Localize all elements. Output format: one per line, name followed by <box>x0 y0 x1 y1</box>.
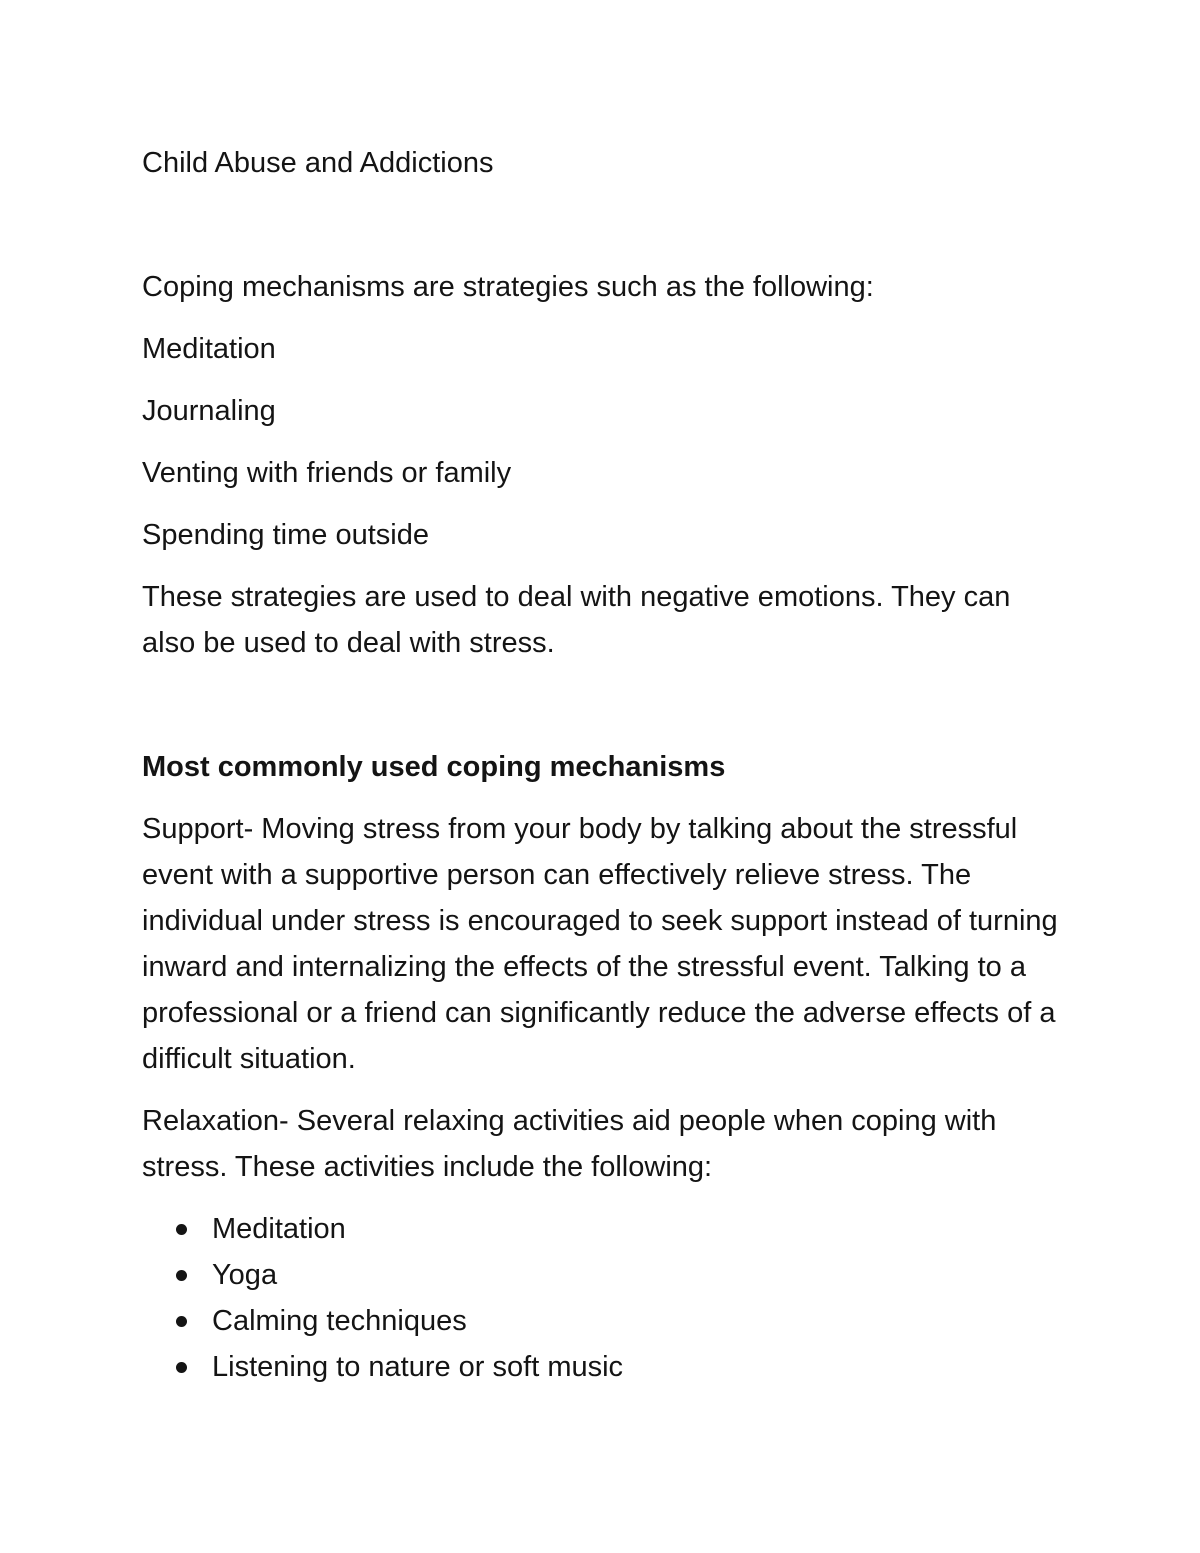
intro-paragraph: Coping mechanisms are strategies such as the following: <box>142 271 874 303</box>
bullet-icon <box>176 1316 187 1327</box>
bullet-icon <box>176 1224 187 1235</box>
strategy-item: Meditation <box>142 333 276 365</box>
list-item-label: Calming techniques <box>212 1305 467 1337</box>
strategy-item: Spending time outside <box>142 519 429 551</box>
list-item <box>142 1298 1062 1344</box>
document-body <box>142 140 1062 1390</box>
strategy-item: Venting with friends or family <box>142 457 512 489</box>
strategies-note-paragraph: These strategies are used to deal with negative emotions. They can also be used to deal with stress. <box>142 581 1011 659</box>
list-item-label: Meditation <box>212 1213 346 1245</box>
list-item <box>142 1252 1062 1298</box>
bullet-icon <box>176 1362 187 1373</box>
list-item-label: Listening to nature or soft music <box>212 1351 624 1383</box>
strategy-item: Journaling <box>142 395 276 427</box>
list-item <box>142 1344 1062 1390</box>
relaxation-activities-list <box>142 1206 1062 1390</box>
support-paragraph: Support- Moving stress from your body by talking about the stressful event with a supportive person can effectively relieve stress. The individual under stress is encouraged to seek support instead of turning inward and internalizing the effects of the stressful event. Talking to a professional or a friend can significantly reduce the adverse effects of a difficult situation. <box>142 813 1058 1075</box>
section-heading: Most commonly used coping mechanisms <box>142 751 726 783</box>
list-item <box>142 1206 1062 1252</box>
bullet-icon <box>176 1270 187 1281</box>
relaxation-paragraph: Relaxation- Several relaxing activities aid people when coping with stress. These activities include the following: <box>142 1105 997 1183</box>
list-item-label: Yoga <box>212 1259 278 1291</box>
document-title: Child Abuse and Addictions <box>142 147 494 179</box>
